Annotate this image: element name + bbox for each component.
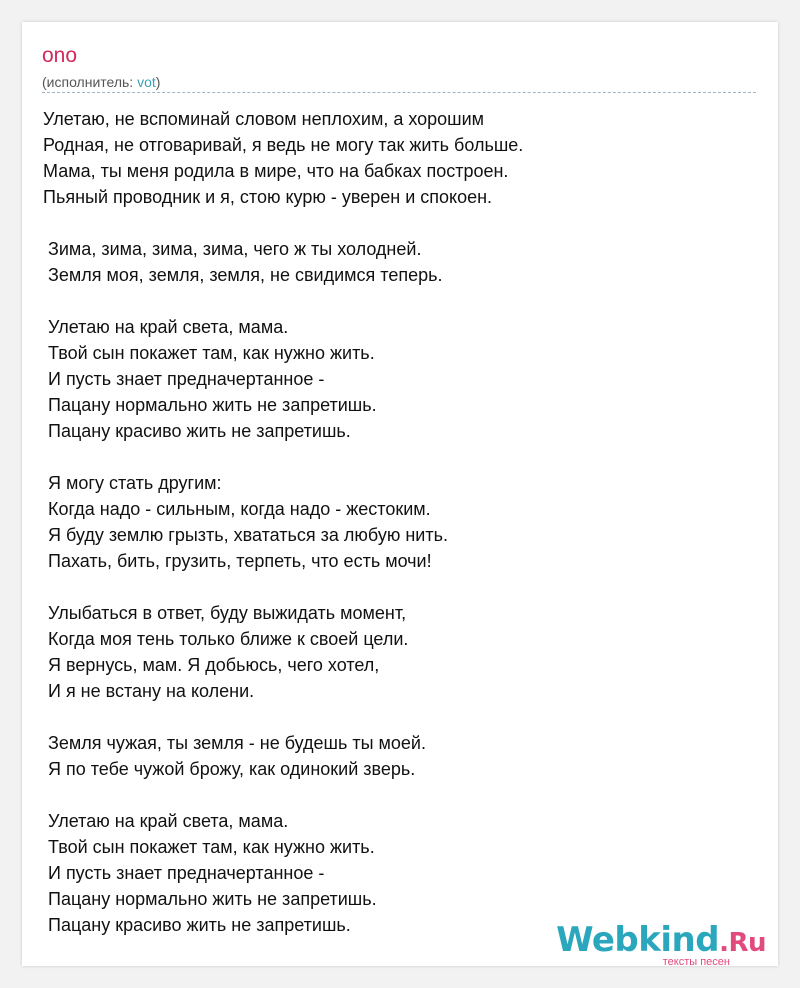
lyric-line: Улыбаться в ответ, буду выжидать момент, <box>48 603 407 623</box>
lyric-line: Земля чужая, ты земля - не будешь ты моей. <box>48 733 426 753</box>
lyric-line: Зима, зима, зима, зима, чего ж ты холодней. <box>48 239 422 259</box>
lyric-line: Твой сын покажет там, как нужно жить. <box>48 837 375 857</box>
lyric-line: Улетаю на край света, мама. <box>48 317 289 337</box>
lyric-line: Пацану нормально жить не запретишь. <box>48 395 377 415</box>
artist-suffix: ) <box>155 74 161 90</box>
webkind-logo[interactable] <box>556 920 772 968</box>
lyric-line: Я вернусь, мам. Я добьюсь, чего хотел, <box>48 655 380 675</box>
logo-wordmark <box>556 920 766 960</box>
stanza <box>43 730 523 782</box>
lyrics-body <box>43 106 523 964</box>
lyric-line: Я буду землю грызть, хвататься за любую нить. <box>48 525 448 545</box>
lyric-line: Родная, не отговаривай, я ведь не могу так жить больше. <box>43 135 524 155</box>
dashed-divider <box>42 92 756 93</box>
lyric-line: Твой сын покажет там, как нужно жить. <box>48 343 375 363</box>
song-title: ono <box>42 44 78 67</box>
stanza <box>43 470 523 574</box>
lyric-line: Улетаю, не вспоминай словом неплохим, а хорошим <box>43 109 485 129</box>
lyrics-card <box>22 22 778 966</box>
lyric-line: И пусть знает предначертанное - <box>48 863 325 883</box>
logo-tagline: тексты песен <box>662 956 730 968</box>
lyric-line: Я могу стать другим: <box>48 473 222 493</box>
lyric-line: Я по тебе чужой брожу, как одинокий зверь. <box>48 759 416 779</box>
logo-main-text: Webkind <box>556 920 720 960</box>
lyric-line: Пацану красиво жить не запретишь. <box>48 421 351 441</box>
stanza <box>43 808 523 938</box>
lyric-line: Мама, ты меня родила в мире, что на бабках построен. <box>43 161 509 181</box>
lyric-line: Пахать, бить, грузить, терпеть, что есть мочи! <box>48 551 432 571</box>
lyric-line: И я не встану на колени. <box>48 681 255 701</box>
stanza <box>43 236 523 288</box>
logo-tld: .Ru <box>719 928 766 958</box>
lyric-line: Пацану красиво жить не запретишь. <box>48 915 351 935</box>
lyric-line: Пацану нормально жить не запретишь. <box>48 889 377 909</box>
stanza <box>43 600 523 704</box>
lyric-line: Пьяный проводник и я, стою курю - уверен и спокоен. <box>43 187 493 207</box>
stanza <box>43 314 523 444</box>
lyric-line: И пусть знает предначертанное - <box>48 369 325 389</box>
artist-line <box>42 74 160 90</box>
artist-link[interactable]: vot <box>137 74 156 90</box>
artist-prefix: (исполнитель: <box>42 74 138 90</box>
lyric-line: Когда надо - сильным, когда надо - жестоким. <box>48 499 431 519</box>
stanza <box>43 106 523 210</box>
lyric-line: Земля моя, земля, земля, не свидимся теперь. <box>48 265 443 285</box>
lyric-line: Когда моя тень только ближе к своей цели. <box>48 629 409 649</box>
lyric-line: Улетаю на край света, мама. <box>48 811 289 831</box>
